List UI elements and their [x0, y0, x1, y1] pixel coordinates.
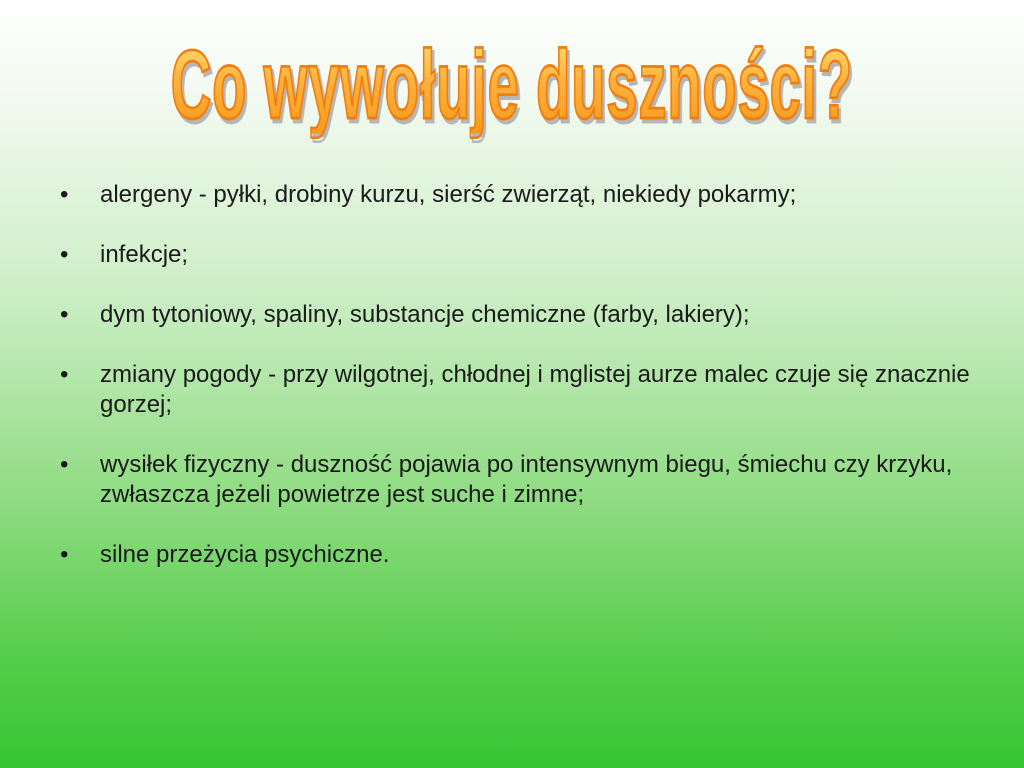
- bullet-item: [60, 360, 980, 420]
- bullet-icon: •: [60, 541, 69, 568]
- bullet-text: infekcje;: [100, 241, 189, 268]
- bullet-item: [60, 240, 980, 270]
- bullet-icon: •: [60, 181, 69, 208]
- bullet-item: [60, 180, 980, 210]
- title-container: [0, 29, 1024, 139]
- slide-title: Co wywołuje duszności?: [170, 29, 854, 139]
- bullet-text: zmiany pogody - przy wilgotnej, chłodnej i mglistej aurze malec czuje się znacznie gorzej;: [100, 361, 970, 418]
- bullet-text: wysiłek fizyczny - duszność pojawia po intensywnym biegu, śmiechu czy krzyku, zwłaszcza jeżeli powietrze jest suche i zimne;: [100, 451, 953, 508]
- bullet-icon: •: [60, 451, 69, 478]
- bullet-list: [60, 180, 980, 600]
- bullet-text: silne przeżycia psychiczne.: [100, 541, 390, 568]
- bullet-item: [60, 300, 980, 330]
- bullet-icon: •: [60, 241, 69, 268]
- bullet-item: [60, 540, 980, 570]
- bullet-item: [60, 450, 980, 510]
- bullet-icon: •: [60, 361, 69, 388]
- bullet-text: alergeny - pyłki, drobiny kurzu, sierść zwierząt, niekiedy pokarmy;: [100, 181, 797, 208]
- bullet-text: dym tytoniowy, spaliny, substancje chemiczne (farby, lakiery);: [100, 301, 750, 328]
- bullet-icon: •: [60, 301, 69, 328]
